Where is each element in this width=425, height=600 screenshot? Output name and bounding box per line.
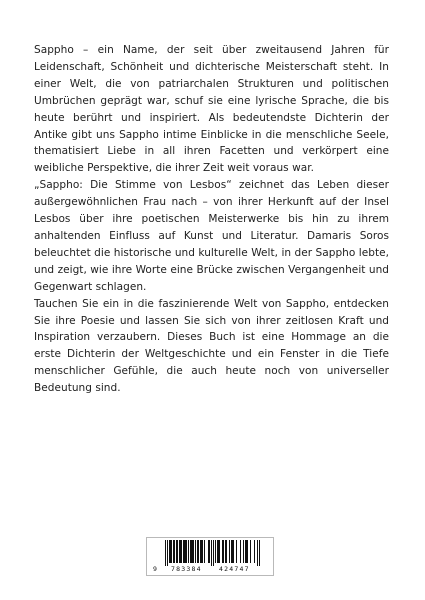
barcode-bar	[246, 540, 247, 563]
barcode-bar	[233, 540, 234, 563]
barcode-bar	[171, 540, 172, 563]
barcode-bar	[176, 540, 177, 563]
barcode-bar	[190, 540, 191, 563]
barcode-digits	[153, 565, 269, 574]
barcode-bar	[179, 540, 180, 563]
barcode-bar	[209, 540, 210, 563]
barcode-bar	[223, 540, 224, 563]
barcode-bar	[217, 540, 218, 563]
barcode-bar	[191, 540, 192, 563]
barcode-bar	[169, 540, 170, 563]
barcode-bar	[229, 540, 230, 563]
barcode-bar	[215, 540, 216, 563]
barcode-bar	[192, 540, 193, 563]
barcode-bar	[208, 540, 209, 563]
barcode-bar	[167, 540, 168, 566]
barcode-bar	[213, 540, 214, 566]
barcode-bar	[231, 540, 232, 563]
barcode-bar	[165, 540, 166, 566]
barcode-bar	[195, 540, 196, 563]
barcode-bar	[257, 540, 258, 566]
barcode-bar	[198, 540, 199, 563]
barcode-bar	[245, 540, 246, 563]
barcode-bar	[219, 540, 220, 563]
barcode-bar	[250, 540, 251, 563]
barcode-bar	[226, 540, 227, 563]
blurb-paragraph-1: Sappho – ein Name, der seit über zweitausend Jahren für Leidenschaft, Schönheit und dichterische Meisterschaft steht. In einer Welt, die von patriarchalen Strukturen und politischen Umbrüchen geprägt war, schuf sie eine lyrische Sprache, die bis heute berührt und inspiriert. Als bedeutendste Dichterin der Antike gibt uns Sappho intime Einblicke in die menschliche Seele, thematisiert Liebe in all ihren Facetten und verkörpert eine weibliche Perspektive, die ihrer Zeit weit voraus war.	[34, 44, 389, 175]
barcode-bar	[174, 540, 175, 563]
blurb-text	[34, 42, 389, 397]
barcode-bars	[153, 540, 269, 566]
barcode-bar	[254, 540, 255, 563]
barcode-right-group: 424747	[219, 565, 250, 573]
barcode-bar	[236, 540, 237, 563]
barcode-bar	[222, 540, 223, 563]
barcode-bar	[247, 540, 248, 563]
blurb-paragraph-2: „Sappho: Die Stimme von Lesbos“ zeichnet das Leben dieser außergewöhnlichen Frau nach – von ihrer Herkunft auf der Insel Lesbos über ihre poetischen Meisterwerke bis hin zu ihrem anhaltenden Einfluss auf Kunst und Literatur. Damaris Soros beleuchtet die historische und kulturelle Welt, in der Sappho lebte, und zeigt, wie ihre Worte eine Brücke zwischen Vergangenheit und Gegenwart schlagen.	[34, 179, 389, 293]
barcode-bar	[240, 540, 241, 563]
barcode-first-digit: 9	[153, 565, 157, 573]
barcode-bar	[183, 540, 184, 563]
barcode-bar	[200, 540, 201, 563]
isbn-barcode	[146, 537, 274, 576]
barcode-bar	[193, 540, 194, 563]
blurb-paragraph-3: Tauchen Sie ein in die faszinierende Welt von Sappho, entdecken Sie ihre Poesie und lassen Sie sich von ihrer zeitlosen Kraft und Inspiration verzaubern. Dieses Buch ist eine Hommage an die erste Dichterin der Weltgeschichte und ein Fenster in die Tiefe menschlicher Gefühle, die auch heute noch von universeller Bedeutung sind.	[34, 297, 389, 395]
barcode-bar	[173, 540, 174, 563]
barcode-bar	[170, 540, 171, 563]
barcode-left-group: 783384	[171, 565, 202, 573]
barcode-bar	[181, 540, 182, 563]
barcode-bar	[197, 540, 198, 563]
barcode-bar	[201, 540, 202, 563]
barcode-bar	[225, 540, 226, 563]
barcode-bar	[259, 540, 260, 566]
barcode-bar	[243, 540, 244, 563]
barcode-bar	[184, 540, 185, 563]
barcode-bar	[180, 540, 181, 563]
barcode-bar	[185, 540, 186, 563]
barcode-bar	[218, 540, 219, 563]
barcode-bar	[186, 540, 187, 563]
barcode-bar	[188, 540, 189, 563]
barcode-bar	[211, 540, 212, 566]
barcode-bar	[177, 540, 178, 563]
barcode-bar	[202, 540, 203, 563]
barcode-bar	[232, 540, 233, 563]
barcode-bar	[204, 540, 205, 563]
